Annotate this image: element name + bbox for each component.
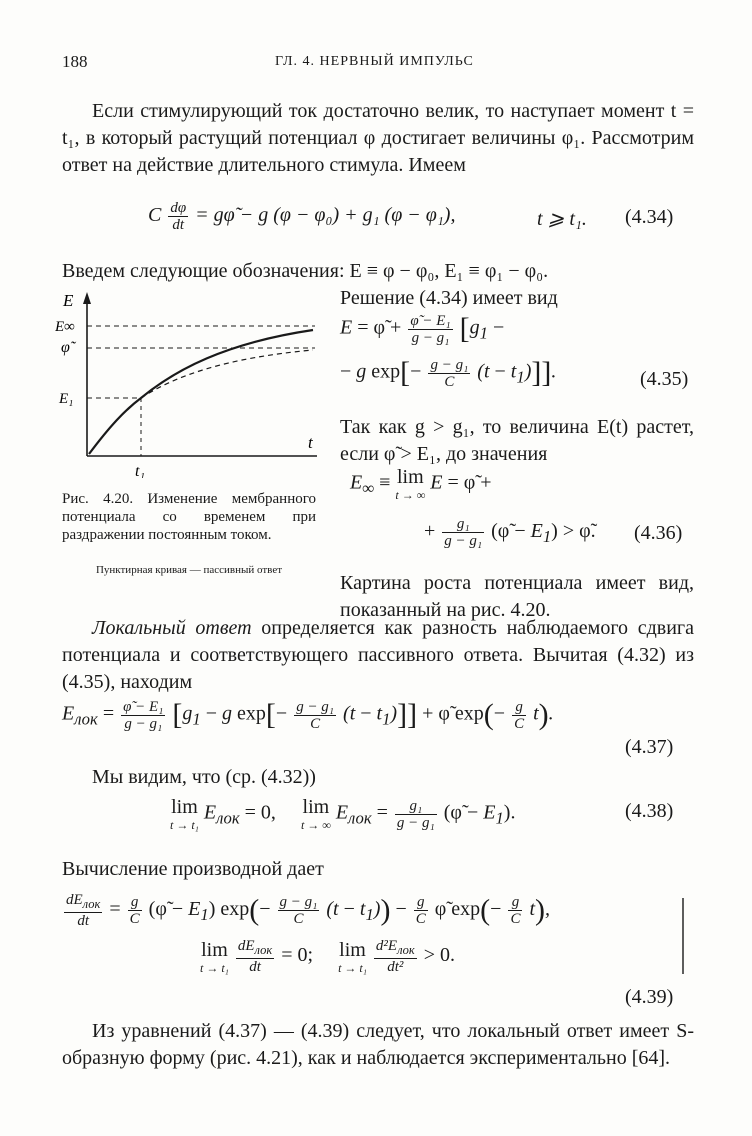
x-axis-label: t [308,433,313,452]
equation-4-35-line2: − g exp[− $\frac{\text{g − g₁}}{C}$ $(t - t_1)$]]. [340,356,557,390]
equation-number-4-34: (4.34) [625,206,674,228]
figure-4-20 [55,288,325,478]
equation-4-38: lim t → t₁ $E_{лок} = 0$, lim t → ∞ $E_{лок}$ = $\frac{\text{g₁}}{\text{g − g₁}}$ (φ̃ − $E_1$). [170,796,516,832]
paragraph-growth: Так как g > g₁, то величина E(t) растет, если φ̃ > E₁, до значения [340,416,694,465]
tick-e-inf: E∞ [55,319,75,335]
paragraph-intro: Если стимулирующий ток достаточно велик, то наступает момент t = t₁, в который растущий потенциал φ достигает величины φ₁. Рассмотрим ответ на действие длительного стимула. Имеем [62,100,694,176]
paragraph-derivative: Вычисление производной дает [62,858,324,880]
tick-e1: E₁ [59,391,74,407]
paragraph-local-response: Локальный ответ определяется как разность наблюдаемого сдвига потенциала и соответствующего пассивного ответа. Вычитая (4.32) из (4.35), находим [62,617,694,693]
paragraph-notation-continuation: Решение (4.34) имеет вид [340,287,558,309]
equation-number-4-36: (4.36) [634,522,683,544]
figure-note: Пунктирная кривая — пассивный ответ [95,564,283,576]
paragraph-notation: Введем следующие обозначения: E ≡ φ − φ₀, E₁ ≡ φ₁ − φ₀. [62,260,549,282]
equation-4-39-line2: lim t → t₁ $\frac{dE_{лок}}{dt}$ = 0; lim t → t₁ $\frac{d^2E_{лок}}{\text{dt²}}$ > 0. [200,938,456,975]
equation-4-36-line1: $E_\infty$ ≡ lim t → ∞ E = φ̃ + [350,466,492,502]
equation-4-34: C $\frac{d\varphi}{dt}$ = gφ̃ − g (φ − φ₀) + g₁ (φ − φ₁), [148,200,456,233]
page-number: 188 [62,52,88,71]
equation-number-4-35: (4.35) [640,368,689,390]
passive-response-curve [141,350,313,398]
equation-number-4-37: (4.37) [625,736,674,758]
response-curve [89,330,313,454]
equation-4-39-bracket [676,896,690,976]
y-axis-label: E [63,291,74,310]
paragraph-conclusion: Из уравнений (4.37) — (4.39) следует, что локальный ответ имеет S-образную форму (рис. 4.21), как и наблюдается экспериментально [64]. [62,1020,694,1069]
paragraph-we-see: Мы видим, что (ср. (4.32)) [92,766,316,788]
equation-4-39-line1: $\frac{dE_{лок}}{dt}$ = $\frac{g}{C}$ (φ̃ − $E_1$) exp(− $\frac{\text{g − g₁}}{C}$ $(t - t_1)$) − $\frac{g}{C}$ φ̃ exp(− $\frac{g}{C}$ t), [66,892,551,929]
equation-4-34-condition: t ⩾ t₁. [537,208,587,230]
equation-4-35-line1: E = φ̃ + $\frac{\text{φ̃ − E₁}}{\text{g − g₁}}$ [$g_1$ − [340,312,505,346]
equation-number-4-39: (4.39) [625,986,674,1008]
running-title: ГЛ. 4. НЕРВНЫЙ ИМПУЛЬС [275,54,474,69]
y-axis-arrow [83,292,91,304]
equation-number-4-38: (4.38) [625,800,674,822]
figure-caption: Рис. 4.20. Изменение мембранного потенциала со временем при раздражении постоянным током. [62,491,316,543]
paragraph-figure-ref: Картина роста потенциала имеет вид, показанный на рис. 4.20. [340,572,694,621]
equation-4-37: $E_{лок}$ = $\frac{\text{φ̃ − E₁}}{\text{g − g₁}}$ [$g_1 - g$ exp[− $\frac{\text{g − g₁}}{C}$ $(t - t_1)$]] + φ̃ exp(− $\frac{g}{C}$ t). [62,698,554,732]
tick-phi: φ̃ [61,339,70,356]
equation-4-36-line2: + $\frac{\text{g₁}}{\text{g − g₁}}$ (φ̃ − $E_1$) > φ̃. [424,516,596,549]
tick-t1: t₁ [135,463,146,478]
